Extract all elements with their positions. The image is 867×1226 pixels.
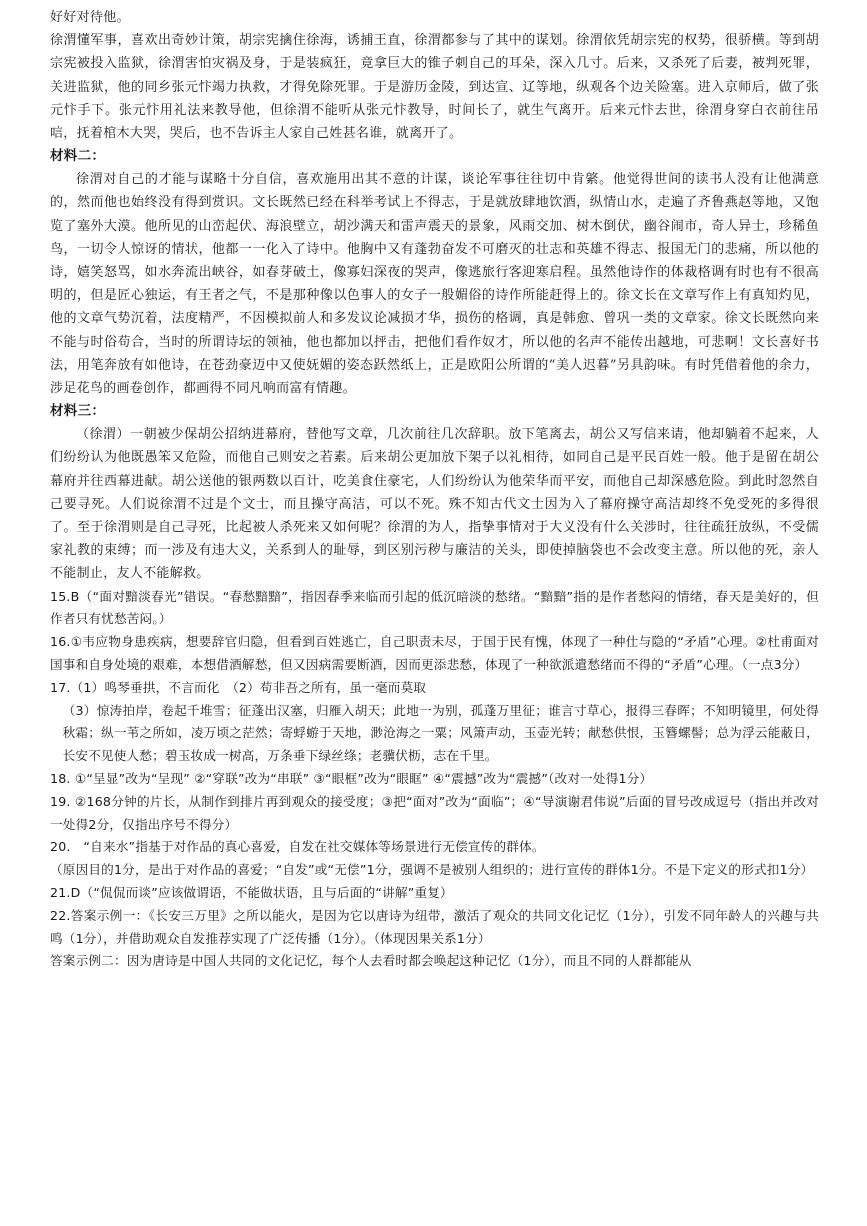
answer-18: 18. ①“呈显”改为“呈现” ②“穿联”改为“串联” ③“眼框”改为“眼眶” ④“震撼”改为“震撼”（改对一处得1分） <box>50 771 653 787</box>
answer-22-example-2: 答案示例二：因为唐诗是中国人共同的文化记忆，每个人去看时都会唤起这种记忆（1分），而且不同的人群都能从 <box>50 953 692 969</box>
answer-20: 20. “自来水”指基于对作品的真心喜爱，自发在社交媒体等场景进行无偿宣传的群体。 <box>50 839 545 855</box>
answer-22-example-1: 22.答案示例一：《长安三万里》之所以能火，是因为它以唐诗为纽带，激活了观众的共同文化记忆（1分），引发不同年龄人的兴趣与共鸣（1分），并借助观众自发推荐实现了广泛传播（1分）。（体现因果关系1分） <box>50 907 819 946</box>
material-2-heading: 材料二： <box>50 148 106 165</box>
answer-20-scoring-note: （原因目的1分，是出于对作品的喜爱；“自发”或“无偿”1分，强调不是被别人组织的；进行宣传的群体1分。不是下定义的形式扣1分） <box>50 862 814 878</box>
material-2-paragraph: 徐渭对自己的才能与谋略十分自信，喜欢施用出其不意的计谋，谈论军事往往切中肯綮。他觉得世间的读书人没有让他满意的，然而他也始终没有得到赏识。文长既然已经在科举考试上不得志，于是就放肆地饮酒，纵情山水，走遍了齐鲁燕赵等地，又饱览了塞外大漠。他所见的山峦起伏、海浪壁立，胡沙满天和雷声震天的景象，风雨交加、树木倒伏，幽谷闹市，奇人异士，珍稀鱼鸟，一切令人惊讶的情状，他都一一化入了诗中。他胸中又有蓬勃奋发不可磨灭的壮志和英雄不得志、报国无门的悲痛，所以他的诗，嬉笑怒骂，如水奔流出峡谷，如春芽破土，像寡妇深夜的哭声，像逃旅行客迎寒启程。虽然他诗作的体裁格调有时也有不很高明的，但是匠心独运，有王者之气，不是那种像以色事人的女子一般媚俗的诗作所能赶得上的。徐文长在文章写作上有真知灼见，他的文章气势沉着，法度精严，不因模拟前人和多发议论减损才华，损伤的格调，真是韩愈、曾巩一类的文章家。徐文长既然向来不能与时俗苟合，当时的所谓诗坛的领袖，他也都加以抨击，把他们看作奴才，所以他的名声不能传出越地，可悲啊！文长喜好书法，用笔奔放有如他诗，在苍劲豪迈中又使妩媚的姿态跃然纸上，正是欧阳公所谓的“美人迟暮”另具韵味。有时凭借着他的余力，涉足花鸟的画卷创作，都画得不同凡响而富有情趣。 <box>50 172 819 397</box>
answer-16: 16.①韦应物身患疾病，想要辞官归隐，但看到百姓逃亡，自己职责未尽，于国于民有愧，体现了一种仕与隐的“矛盾”心理。②杜甫面对国事和自身处境的艰难，本想借酒解愁，但又因病需要断酒，因而更添悲愁，体现了一种欲派遣愁绪而不得的“矛盾”心理。（一点3分） <box>50 634 819 673</box>
answer-17-part-1-2: 17.（1）鸣琴垂拱，不言而化 （2）苟非吾之所有，虽一毫而莫取 <box>50 679 427 695</box>
biography-paragraph: 徐渭懂军事，喜欢出奇妙计策，胡宗宪擒住徐海，诱捕王直，徐渭都参与了其中的谋划。徐渭依凭胡宗宪的权势，很骄横。等到胡宗宪被投入监狱，徐渭害怕灾祸及身，于是装疯狂，竟拿巨大的锥子刺自己的耳朵，深入几寸。后来，又杀死了后妻，被判死罪，关进监狱，他的同乡张元忭竭力执救，才得免除死罪。于是游历金陵，到达宣、辽等地，纵观各个边关险塞。进入京师后，做了张元忭手下。张元忭用礼法来教导他，但徐渭不能听从张元忭教导，时间长了，就生气离开。后来元忭去世，徐渭身穿白衣前往吊唁，抚着棺木大哭，哭后，也不告诉主人家自己姓甚名谁，就离开了。 <box>50 33 819 142</box>
answer-17-part-3: （3）惊涛拍岸，卷起千堆雪；征蓬出汉塞，归雁入胡天；此地一为别，孤蓬万里征；谁言寸草心，报得三春晖；不知明镜里，何处得秋霜；纵一苇之所如，凌万顷之茫然；寄蜉蝣于天地，渺沧海之一粟；风箫声动，玉壶光转；献愁供恨，玉簪螺髻；总为浮云能蔽日，长安不见使人愁；碧玉妆成一树高，万条垂下绿丝绦；老骥伏枥，志在千里。 <box>62 702 819 764</box>
answer-15: 15.B（“面对黯淡春光”错误。“春愁黯黯”，指因春季来临而引起的低沉暗淡的愁绪。“黯黯”指的是作者愁闷的情绪，春天是美好的，但作者只有忧愁苦闷。） <box>50 588 819 627</box>
answer-19: 19. ②168分钟的片长，从制作到排片再到观众的接受度；③把“面对”改为“面临”；④“导演谢君伟说”后面的冒号改成逗号（指出并改对一处得2分，仅指出序号不得分） <box>50 793 819 832</box>
intro-tail-paragraph: 好好对待他。 <box>50 10 130 25</box>
material-3-heading: 材料三： <box>50 403 106 420</box>
answer-21: 21.D（“侃侃而谈”应该做谓语，不能做状语，且与后面的“讲解”重复） <box>50 885 453 901</box>
material-3-paragraph: （徐渭）一朝被少保胡公招纳进幕府，替他写文章，几次前往几次辞职。放下笔离去，胡公又写信来请，他却躺着不起来，人们纷纷认为他既愚笨又危险，而他自己则安之若素。后来胡公更加放下架子以礼相待，如同自己是平民百姓一般。他于是留在胡公幕府并往西幕进献。胡公送他的银两数以百计，吃美食住豪宅，人们纷纷认为他荣华而平安，而他自己却深感危险。到此时忽然自己要寻死。人们说徐渭不过是个文士，而且操守高洁，可以不死。殊不知古代文士因为入了幕府操守高洁却终不免受死的多得很了。至于徐渭则是自己寻死，比起被人杀死来又如何呢？徐渭的为人，指挚事情对于大义没有什么关涉时，往往疏狂放纵，不受儒家礼教的束缚；而一涉及有违大义，关系到人的耻辱，到区别污秽与廉洁的关头，即使掉脑袋也不会改变主意。所以他的死，亲人不能制止，友人不能解救。 <box>50 427 819 582</box>
